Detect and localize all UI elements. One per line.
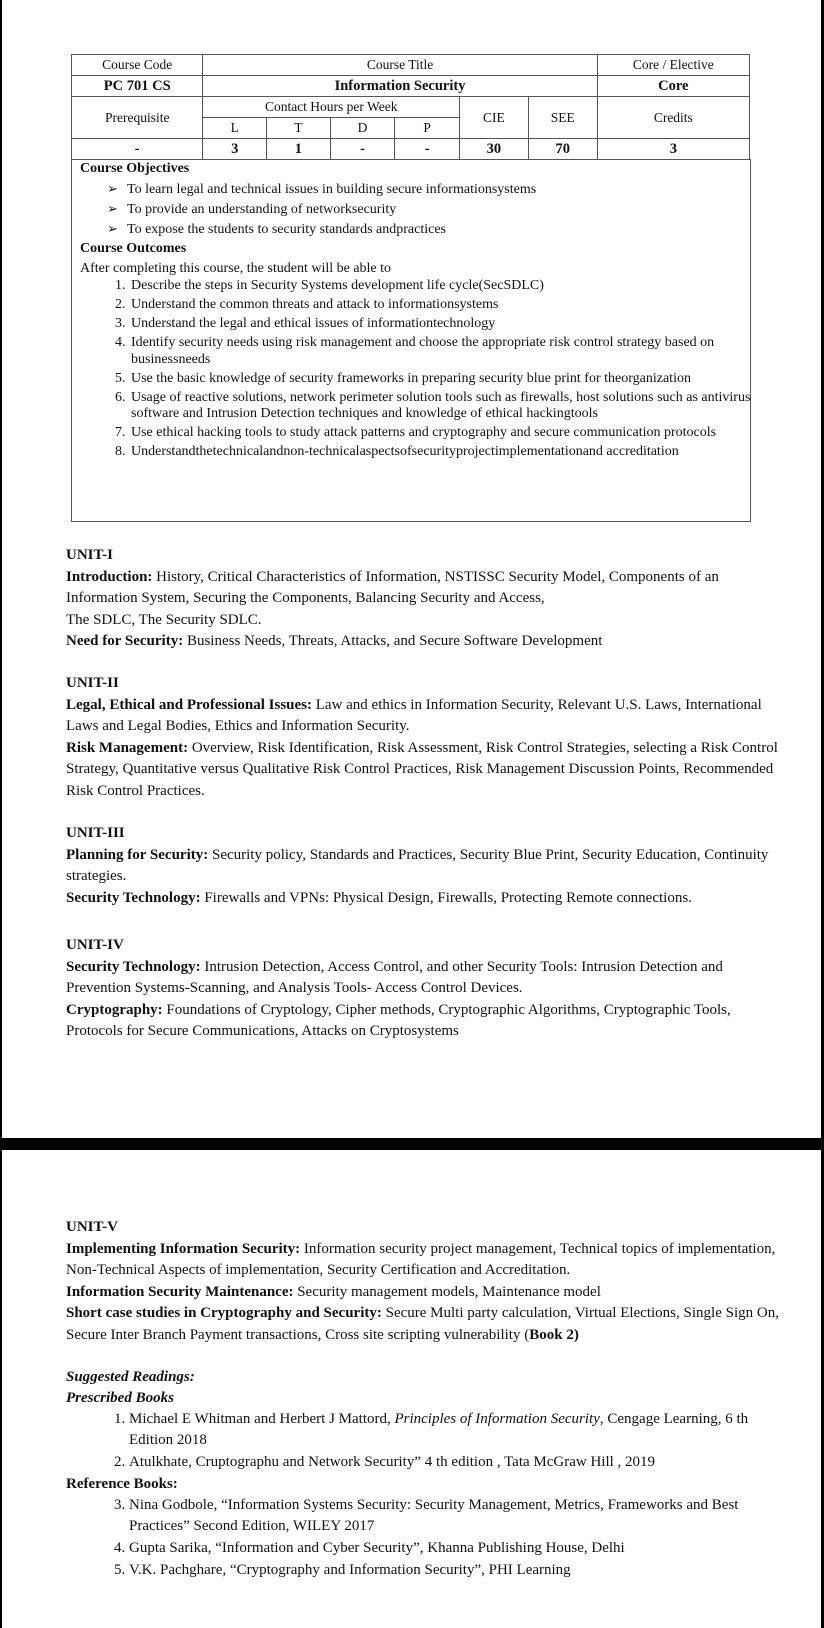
- outcomes-list: [79, 278, 789, 463]
- t-value: 1: [267, 139, 331, 160]
- objectives-heading: Course Objectives: [80, 161, 190, 176]
- header-contact-hours: Contact Hours per Week: [203, 97, 460, 118]
- arrow-bullet-icon: ➢: [107, 181, 118, 196]
- unit-5: [66, 1217, 786, 1346]
- l-value: 3: [203, 139, 267, 160]
- unit-paragraph: Cryptography: Foundations of Cryptology, Cipher methods, Cryptographic Algorithms, Cryptographic Tools, Protocols for Secure Communications, Attacks on Cryptosystems: [66, 1001, 731, 1039]
- course-table: [71, 54, 750, 160]
- objective-item: ➢ To expose the students to security standards andpractices: [107, 221, 446, 237]
- prescribed-books-list: [66, 1409, 786, 1473]
- book-item: 3. Nina Godbole, “Information Systems Security: Security Management, Metrics, Frameworks and Best Practices” Second Edition, WILEY 2017: [129, 1495, 786, 1537]
- page-1: [2, 0, 821, 1138]
- objective-item: ➢ To learn legal and technical issues in building secure informationsystems: [107, 181, 537, 197]
- unit-4: [66, 935, 786, 1043]
- header-cie: CIE: [459, 97, 528, 139]
- unit-paragraph: Need for Security: Business Needs, Threats, Attacks, and Secure Software Development: [66, 633, 603, 649]
- unit-title: UNIT-III: [66, 825, 125, 841]
- outcome-item: 2. Understand the common threats and attack to informationsystems: [129, 297, 789, 314]
- reference-books-heading: Reference Books:: [66, 1476, 178, 1492]
- header-see: SEE: [528, 97, 597, 139]
- arrow-bullet-icon: ➢: [107, 201, 118, 216]
- suggested-readings: [66, 1367, 786, 1582]
- outcome-item: 3. Understand the legal and ethical issues of informationtechnology: [129, 316, 789, 333]
- prescribed-books-heading: Prescribed Books: [66, 1390, 174, 1406]
- arrow-bullet-icon: ➢: [107, 221, 118, 236]
- unit-title: UNIT-IV: [66, 937, 124, 953]
- outcomes-heading: Course Outcomes: [80, 241, 187, 256]
- unit-paragraph: Security Technology: Firewalls and VPNs: Physical Design, Firewalls, Protecting Remote connections.: [66, 889, 692, 906]
- outcome-item: 1. Describe the steps in Security Systems development life cycle(SecSDLC): [129, 278, 789, 295]
- header-credits: Credits: [597, 97, 749, 139]
- unit-paragraph: Security Technology: Intrusion Detection, Access Control, and other Security Tools: Intrusion Detection and Prevention Systems-Scanning, and Analysis Tools- Access Control Devices.: [66, 958, 723, 996]
- outcome-item: 7. Use ethical hacking tools to study attack patterns and cryptography and secure communication protocols: [129, 425, 789, 442]
- course-code: PC 701 CS: [72, 76, 203, 97]
- book-item: 2. Atulkhate, Cruptographu and Network Security” 4 th edition , Tata McGraw Hill , 2019: [129, 1452, 786, 1473]
- header-p: P: [395, 118, 460, 139]
- header-course-code: Course Code: [72, 55, 203, 76]
- book-item: 1. Michael E Whitman and Herbert J Mattord, Principles of Information Security, Cengage Learning, 6 th Edition 2018: [129, 1409, 786, 1451]
- unit-2: [66, 673, 786, 802]
- reference-books-list: [66, 1495, 786, 1581]
- course-type: Core: [597, 76, 749, 97]
- d-value: -: [330, 139, 395, 160]
- unit-paragraph: Short case studies in Cryptography and Security: Secure Multi party calculation, Virtual Elections, Single Sign On, Secure Inter Branch Payment transactions, Cross site scripting vulnerability (Book 2): [66, 1305, 779, 1343]
- outcome-item: 6. Usage of reactive solutions, network perimeter solution tools such as firewalls, host solutions such as antivirus software and Intrusion Detection techniques and knowledge of ethical hackingtools: [129, 390, 789, 423]
- course-title: Information Security: [203, 76, 597, 97]
- cie-value: 30: [459, 139, 528, 160]
- book-item: 5. V.K. Pachghare, “Cryptography and Information Security”, PHI Learning: [129, 1560, 786, 1581]
- header-t: T: [267, 118, 331, 139]
- outcome-item: 5. Use the basic knowledge of security frameworks in preparing security blue print for theorganization: [129, 371, 789, 388]
- unit-paragraph: Implementing Information Security: Information security project management, Technical topics of implementation, Non-Technical Aspects of implementation, Security Certification and Accreditation.: [66, 1240, 776, 1278]
- credits-value: 3: [597, 139, 749, 160]
- page-2: [2, 1150, 821, 1628]
- header-l: L: [203, 118, 267, 139]
- header-d: D: [330, 118, 395, 139]
- unit-title: UNIT-V: [66, 1219, 118, 1235]
- unit-3: [66, 823, 786, 909]
- unit-title: UNIT-I: [66, 547, 113, 563]
- p-value: -: [395, 139, 460, 160]
- outcome-item: 4. Identify security needs using risk management and choose the appropriate risk control strategy based on businessneeds: [129, 335, 789, 368]
- prerequisite-value: -: [72, 139, 203, 160]
- header-core-elective: Core / Elective: [597, 55, 749, 76]
- unit-paragraph: Information Security Maintenance: Security management models, Maintenance model: [66, 1283, 601, 1300]
- unit-paragraph: Risk Management: Overview, Risk Identification, Risk Assessment, Risk Control Strategies, selecting a Risk Control Strategy, Quantitative versus Qualitative Risk Control Practices, Risk Management Discussion Points, Recommended Risk Control Practices.: [66, 739, 778, 799]
- outcomes-intro: After completing this course, the student will be able to: [80, 261, 392, 276]
- header-course-title: Course Title: [203, 55, 597, 76]
- see-value: 70: [528, 139, 597, 160]
- unit-1: [66, 545, 786, 653]
- book-item: 4. Gupta Sarika, “Information and Cyber Security”, Khanna Publishing House, Delhi: [129, 1538, 786, 1559]
- readings-heading: Suggested Readings:: [66, 1369, 195, 1385]
- unit-paragraph: The SDLC, The Security SDLC.: [66, 611, 262, 628]
- unit-paragraph: Planning for Security: Security policy, Standards and Practices, Security Blue Print, Security Education, Continuity strategies.: [66, 846, 769, 884]
- unit-title: UNIT-II: [66, 675, 119, 691]
- header-prerequisite: Prerequisite: [72, 97, 203, 139]
- objective-item: ➢ To provide an understanding of networksecurity: [107, 201, 397, 217]
- unit-paragraph: Introduction: History, Critical Characteristics of Information, NSTISSC Security Model, Components of an Information System, Securing the Components, Balancing Security and Access,: [66, 568, 719, 606]
- outcome-item: 8. Understandthetechnicalandnon-technicalaspectsofsecurityprojectimplementationand accreditation: [129, 444, 789, 461]
- unit-paragraph: Legal, Ethical and Professional Issues: Law and ethics in Information Security, Relevant U.S. Laws, International Laws and Legal Bodies, Ethics and Information Security.: [66, 696, 762, 734]
